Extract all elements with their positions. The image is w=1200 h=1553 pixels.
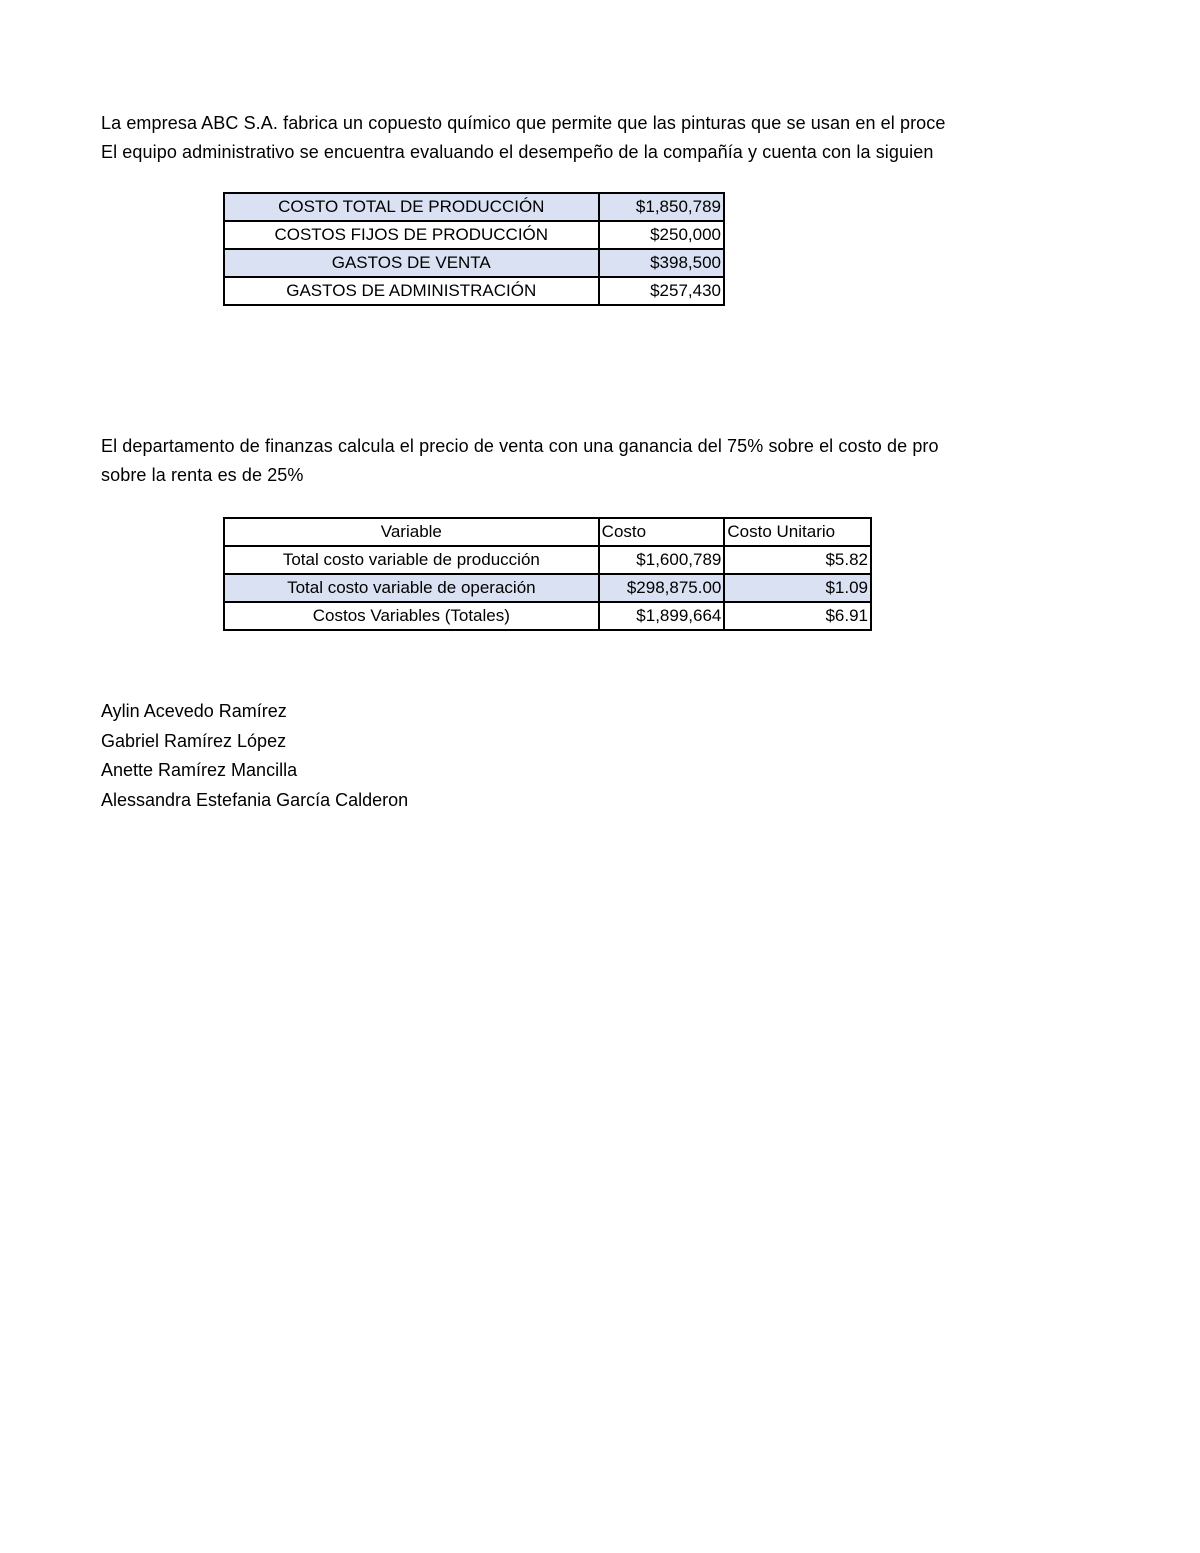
variable-cell: Costos Variables (Totales) (224, 602, 599, 630)
intro-line-1: La empresa ABC S.A. fabrica un copuesto químico que permite que las pinturas que se usan en el proce (101, 113, 946, 133)
intro-line-2: El equipo administrativo se encuentra evaluando el desempeño de la compañía y cuenta con la siguien (101, 142, 934, 162)
cost-label: GASTOS DE VENTA (224, 249, 599, 277)
cost-value: $257,430 (599, 277, 724, 305)
table-row (224, 221, 724, 249)
author-name: Anette Ramírez Mancilla (101, 760, 298, 780)
table-row (224, 193, 724, 221)
cost-value: $250,000 (599, 221, 724, 249)
cost-value: $1,850,789 (599, 193, 724, 221)
author-name: Aylin Acevedo Ramírez (101, 701, 287, 721)
unit-cost-cell: $1.09 (724, 574, 871, 602)
table-row (224, 602, 871, 630)
author-name: Alessandra Estefania García Calderon (101, 789, 409, 810)
variable-cell: Total costo variable de producción (224, 546, 599, 574)
header-variable: Variable (224, 518, 599, 546)
table-row (224, 574, 871, 602)
costo-cell: $1,899,664 (599, 602, 725, 630)
variable-cell: Total costo variable de operación (224, 574, 599, 602)
table-row (224, 546, 871, 574)
cost-label: COSTOS FIJOS DE PRODUCCIÓN (224, 221, 599, 249)
cost-label: COSTO TOTAL DE PRODUCCIÓN (224, 193, 599, 221)
costs-table (223, 192, 725, 306)
author-name: Gabriel Ramírez López (101, 730, 287, 751)
cost-value: $398,500 (599, 249, 724, 277)
table-header-row (224, 518, 871, 546)
finance-line-2: sobre la renta es de 25% (101, 465, 304, 485)
header-costo-unitario: Costo Unitario (724, 518, 871, 546)
table-row (224, 277, 724, 305)
header-costo: Costo (599, 518, 725, 546)
authors-list (101, 697, 408, 815)
cost-label: GASTOS DE ADMINISTRACIÓN (224, 277, 599, 305)
variable-costs-table (223, 517, 872, 631)
costo-cell: $298,875.00 (599, 574, 725, 602)
unit-cost-cell: $5.82 (724, 546, 871, 574)
finance-line-1: El departamento de finanzas calcula el precio de venta con una ganancia del 75% sobre el costo de pro (101, 436, 939, 456)
table-row (224, 249, 724, 277)
unit-cost-cell: $6.91 (724, 602, 871, 630)
costo-cell: $1,600,789 (599, 546, 725, 574)
